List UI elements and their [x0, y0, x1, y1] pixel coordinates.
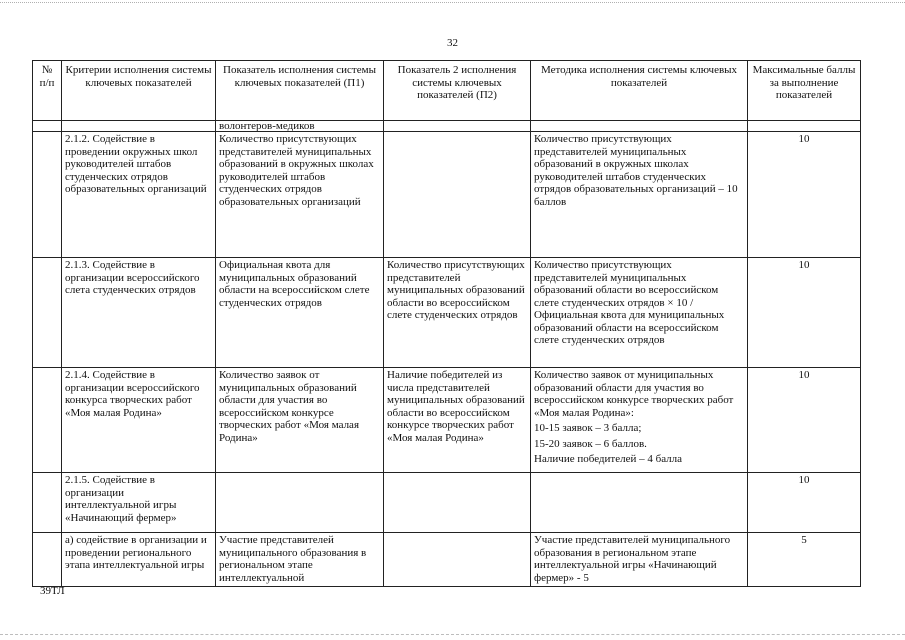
scan-edge-bottom [0, 634, 905, 635]
cell-p2: Наличие победителей из числа представителей муниципальных образований области во всероссийском конкурсе творческих работ «Моя малая Родина» [384, 368, 531, 473]
method-line: Количество заявок от муниципальных образований области для участия во всероссийском конкурсе творческих работ «Моя малая Родина»: [534, 369, 734, 419]
cell-method [531, 132, 748, 258]
cell-p2 [384, 533, 531, 587]
cell-p1: волонтеров-медиков [216, 121, 384, 132]
cell-method [531, 533, 748, 587]
cell-method [531, 473, 748, 533]
cell-p1 [216, 473, 384, 533]
cell-criteria: а) содействие в организации и проведении регионального этапа интеллектуальной игры [62, 533, 216, 587]
table-row [33, 533, 861, 587]
cell-max: 5 [748, 533, 861, 587]
table-row [33, 132, 861, 258]
method-line: Участие представителей муниципального образования в региональном этапе интеллектуальной игры «Начинающий фермер» - 5 [534, 534, 731, 584]
method-line: 10-15 заявок – 3 балла; [534, 422, 642, 434]
method-line: Количество присутствующих представителей муниципальных образований области во всероссийском слете студенческих отрядов × 10 / Официальная квота для муниципальных образований области на всероссийском слете студенческих отрядов [534, 259, 725, 346]
cell-max: 10 [748, 473, 861, 533]
header-no: № п/п [33, 61, 62, 121]
cell-method [531, 258, 748, 368]
page-number: 32 [447, 37, 458, 49]
cell-p2: Количество присутствующих представителей муниципальных образований области во всероссийском слете студенческих отрядов [384, 258, 531, 368]
table-header-row [33, 61, 861, 121]
header-p1: Показатель исполнения системы ключевых показателей (П1) [216, 61, 384, 121]
table-row [33, 258, 861, 368]
header-max: Максимальные баллы за выполнение показателей [748, 61, 861, 121]
cell-p2 [384, 121, 531, 132]
cell-max: 10 [748, 368, 861, 473]
cell-criteria: 2.1.4. Содействие в организации всероссийского конкурса творческих работ «Моя малая Родина» [62, 368, 216, 473]
document-code: 39ТЛ [40, 585, 65, 597]
cell-max: 10 [748, 132, 861, 258]
cell-criteria: 2.1.3. Содействие в организации всероссийского слета студенческих отрядов [62, 258, 216, 368]
cell-criteria [62, 121, 216, 132]
table-row [33, 473, 861, 533]
cell-p2 [384, 473, 531, 533]
table-row [33, 368, 861, 473]
cell-p1: Количество присутствующих представителей муниципальных образований в окружных школах руководителей штабов студенческих отрядов образовательных организаций [216, 132, 384, 258]
cell-max [748, 121, 861, 132]
scan-edge-top [0, 2, 905, 3]
method-line: 15-20 заявок – 6 баллов. [534, 437, 647, 450]
cell-p1: Участие представителей муниципального образования в региональном этапе интеллектуальной [216, 533, 384, 587]
cell-criteria: 2.1.2. Содействие в проведении окружных школ руководителей штабов студенческих отрядов образовательных организаций [62, 132, 216, 258]
cell-max: 10 [748, 258, 861, 368]
method-line: Количество присутствующих представителей муниципальных образований в окружных школах руководителей штабов студенческих отрядов образовательных организаций – 10 баллов [534, 133, 738, 208]
table-row [33, 121, 861, 132]
method-line: Наличие победителей – 4 балла [534, 453, 683, 465]
header-method: Методика исполнения системы ключевых показателей [531, 61, 748, 121]
cell-method [531, 368, 748, 473]
cell-p1: Официальная квота для муниципальных образований области на всероссийском слете студенческих отрядов [216, 258, 384, 368]
cell-criteria: 2.1.5. Содействие в организации интеллектуальной игры «Начинающий фермер» [62, 473, 216, 533]
cell-p1: Количество заявок от муниципальных образований области для участия во всероссийском конкурсе творческих работ «Моя малая Родина» [216, 368, 384, 473]
header-criteria: Критерии исполнения системы ключевых показателей [62, 61, 216, 121]
header-p2: Показатель 2 исполнения системы ключевых показателей (П2) [384, 61, 531, 121]
cell-p2 [384, 132, 531, 258]
kpi-table [32, 60, 861, 587]
cell-method [531, 121, 748, 132]
